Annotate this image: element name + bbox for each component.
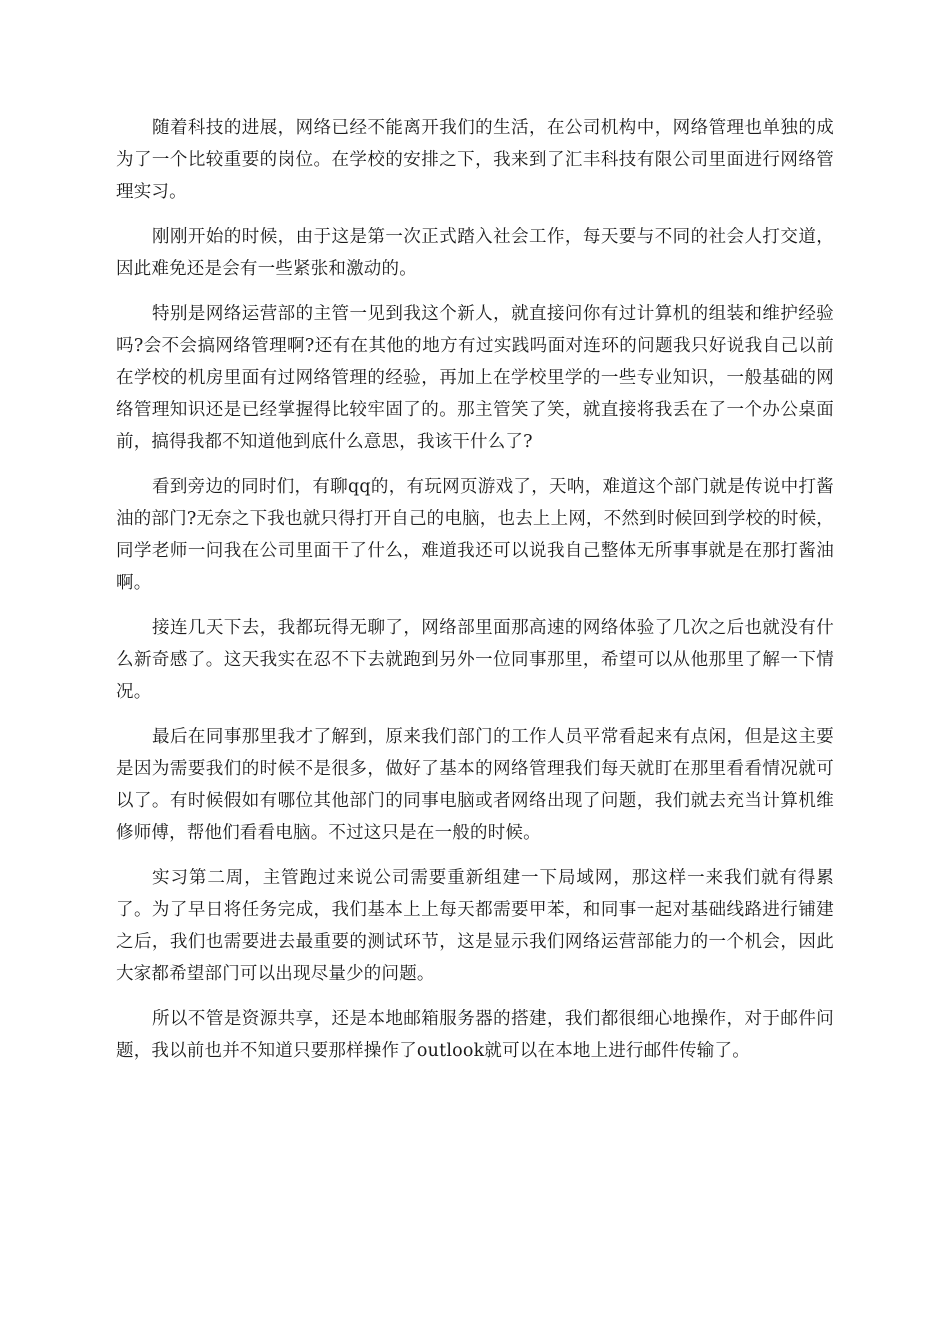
- paragraph-7: 实习第二周，主管跑过来说公司需要重新组建一下局域网，那这样一来我们就有得累了。为了早日将任务完成，我们基本上上每天都需要甲苯，和同事一起对基础线路进行铺建之后，我们也需要进去最重要的测试环节，这是显示我们网络运营部能力的一个机会，因此大家都希望部门可以出现尽量少的问题。: [116, 868, 834, 984]
- paragraph-6: 最后在同事那里我才了解到，原来我们部门的工作人员平常看起来有点闲，但是这主要是因为需要我们的时候不是很多，做好了基本的网络管理我们每天就盯在那里看看情况就可以了。有时候假如有哪位其他部门的同事电脑或者网络出现了问题，我们就去充当计算机维修师傅，帮他们看看电脑。不过这只是在一般的时候。: [116, 727, 834, 843]
- paragraph-1: 随着科技的进展，网络已经不能离开我们的生活，在公司机构中，网络管理也单独的成为了一个比较重要的岗位。在学校的安排之下，我来到了汇丰科技有限公司里面进行网络管理实习。: [116, 118, 834, 202]
- paragraph-4: 看到旁边的同时们，有聊qq的，有玩网页游戏了，天呐，难道这个部门就是传说中打酱油的部门?无奈之下我也就只得打开自己的电脑，也去上上网，不然到时候回到学校的时候，同学老师一问我在公司里面干了什么，难道我还可以说我自己整体无所事事就是在那打酱油啊。: [116, 477, 834, 593]
- paragraph-5: 接连几天下去，我都玩得无聊了，网络部里面那高速的网络体验了几次之后也就没有什么新奇感了。这天我实在忍不下去就跑到另外一位同事那里，希望可以从他那里了解一下情况。: [116, 618, 834, 702]
- paragraph-2: 刚刚开始的时候，由于这是第一次正式踏入社会工作，每天要与不同的社会人打交道，因此难免还是会有一些紧张和激动的。: [116, 227, 834, 279]
- paragraph-3: 特别是网络运营部的主管一见到我这个新人，就直接问你有过计算机的组装和维护经验吗?会不会搞网络管理啊?还有在其他的地方有过实践吗面对连环的问题我只好说我自己以前在学校的机房里面有过网络管理的经验，再加上在学校里学的一些专业知识，一般基础的网络管理知识还是已经掌握得比较牢固了的。那主管笑了笑，就直接将我丢在了一个办公桌面前，搞得我都不知道他到底什么意思，我该干什么了?: [116, 304, 834, 452]
- document-page: [116, 112, 834, 1080]
- paragraph-8: 所以不管是资源共享，还是本地邮箱服务器的搭建，我们都很细心地操作，对于邮件问题，我以前也并不知道只要那样操作了outlook就可以在本地上进行邮件传输了。: [116, 1009, 834, 1061]
